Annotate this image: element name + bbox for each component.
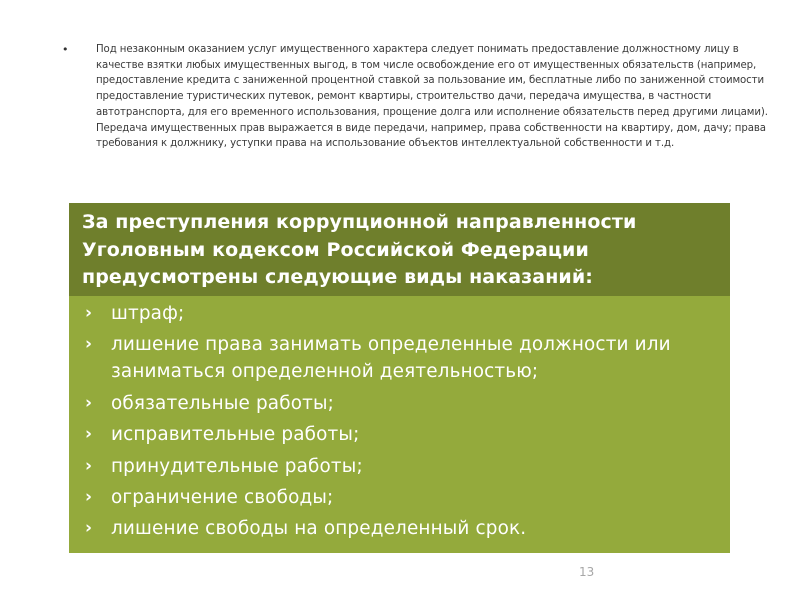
list-item-text: исправительные работы; — [111, 424, 360, 446]
chevron-right-icon: › — [85, 486, 93, 507]
intro-paragraph-block — [62, 42, 772, 152]
chevron-right-icon: › — [85, 424, 93, 445]
intro-paragraph: Под незаконным оказанием услуг имущественного характера следует понимать предоставление должностному лицу в качестве взятки любых имущественных выгод, в том числе освобождение его от имущественных обязательств (например, предоставление кредита с заниженной процентной ставкой за пользование им, бесплатные либо по заниженной стоимости предоставление туристических путевок, ремонт квартиры, строительство дачи, передача имущества, в частности автотранспорта, для его временного использования, прощение долга или исполнение обязательств перед другими лицами). Передача имущественных прав выражается в виде передачи, например, права собственности на квартиру, дом, дачу; права требования к должнику, уступки права на использование объектов интеллектуальной собственности и т.д. — [96, 44, 768, 150]
panel-header — [69, 203, 730, 296]
page-number: 13 — [579, 565, 595, 579]
list-item-text: обязательные работы; — [111, 392, 334, 414]
list-item — [69, 453, 730, 480]
list-item — [69, 331, 730, 385]
list-item-text: лишение права занимать определенные должности или заниматься определенной деятельностью; — [111, 334, 671, 383]
chevron-right-icon: › — [85, 518, 93, 539]
list-item-text: лишение свободы на определенный срок. — [111, 518, 527, 540]
chevron-right-icon: › — [85, 455, 93, 476]
list-item-text: принудительные работы; — [111, 455, 363, 477]
chevron-right-icon: › — [85, 392, 93, 413]
list-item — [69, 421, 730, 448]
list-item — [69, 390, 730, 417]
list-item — [69, 515, 730, 542]
bullet-icon: • — [62, 43, 69, 56]
list-item-text: штраф; — [111, 303, 185, 324]
punishments-list — [69, 296, 730, 542]
panel-title: За преступления коррупционной направленности Уголовным кодексом Российской Федерации предусмотрены следующие виды наказаний: — [82, 211, 637, 288]
chevron-right-icon: › — [85, 334, 93, 355]
punishments-panel — [69, 203, 730, 553]
list-item — [69, 484, 730, 511]
chevron-right-icon: › — [85, 303, 93, 323]
list-item — [69, 300, 730, 327]
list-item-text: ограничение свободы; — [111, 486, 334, 508]
